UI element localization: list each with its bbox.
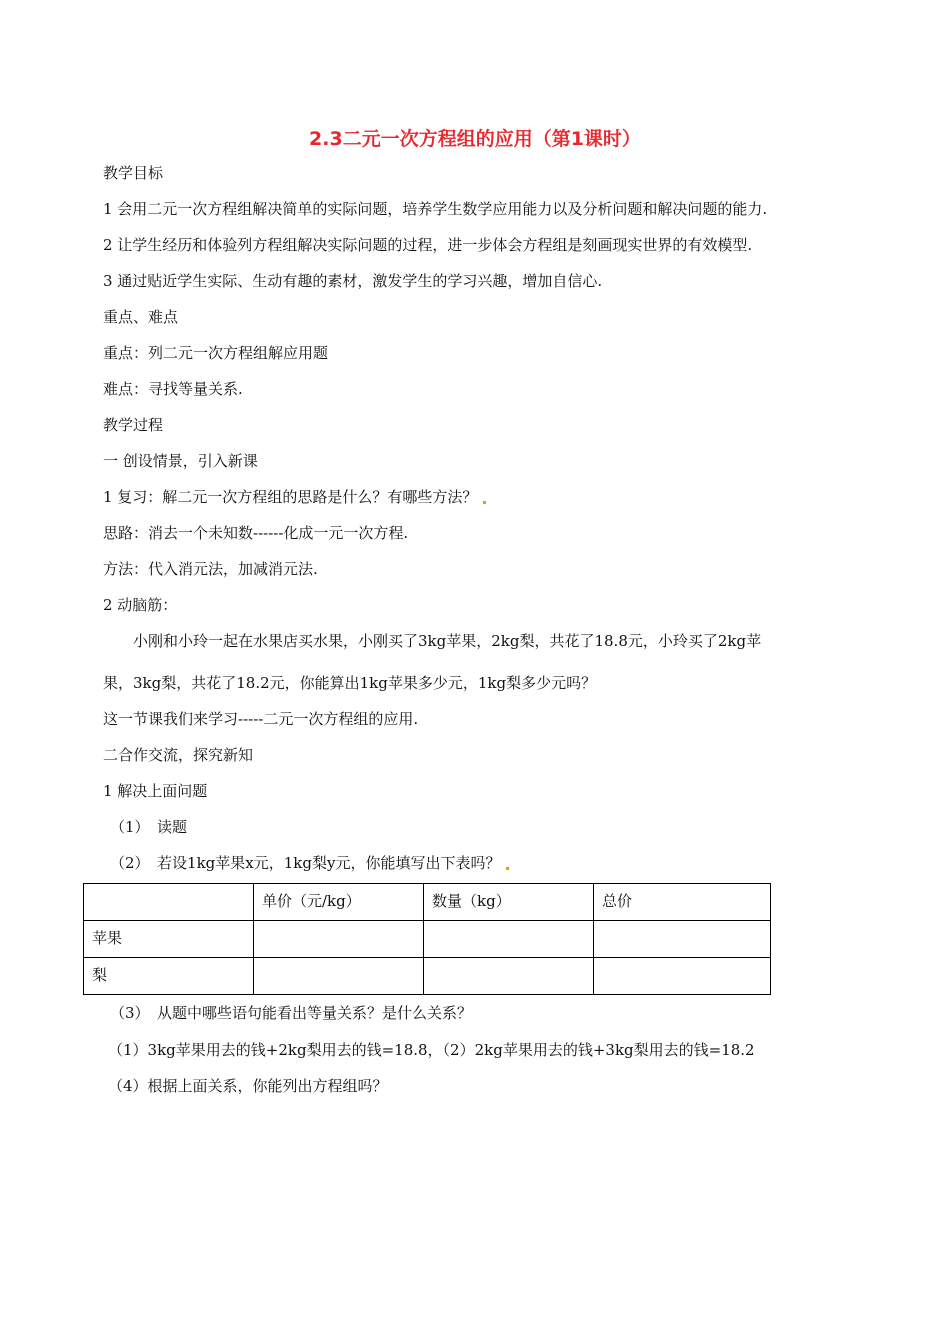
step-3: （3） 从题中哪些语句能看出等量关系？是什么关系？ <box>110 1004 473 1022</box>
mark-dot <box>483 501 486 504</box>
approach-text: 思路：消去一个未知数------化成一元一次方程. <box>103 524 409 542</box>
objective-2: 2 让学生经历和体验列方程组解决实际问题的过程，进一步体会方程组是刻画现实世界的有效模型. <box>103 236 753 254</box>
section-heading-keypoints: 重点、难点 <box>103 308 179 326</box>
problem-text-line-1: 小刚和小玲一起在水果店买水果，小刚买了3kg苹果，2kg梨，共花了18.8元，小玲买了2kg苹 <box>133 632 762 650</box>
table-cell <box>594 921 771 958</box>
table-cell: 梨 <box>84 958 254 995</box>
solve-heading: 1 解决上面问题 <box>103 782 208 800</box>
review-question: 1 复习：解二元一次方程组的思路是什么？有哪些方法？ <box>103 487 486 507</box>
step-2: （2） 若设1kg苹果x元，1kg梨y元，你能填写出下表吗？ <box>110 853 509 873</box>
mark-dot <box>506 867 509 870</box>
table-row <box>84 921 771 958</box>
table-cell: 数量（kg） <box>424 884 594 921</box>
problem-text-line-2: 果，3kg梨，共花了18.2元，你能算出1kg苹果多少元，1kg梨多少元吗？ <box>103 674 597 692</box>
table-header-row <box>84 884 771 921</box>
method-text: 方法：代入消元法，加减消元法. <box>103 560 318 578</box>
objective-1: 1 会用二元一次方程组解决简单的实际问题，培养学生数学应用能力以及分析问题和解决问题的能力. <box>103 200 768 218</box>
table-cell <box>254 921 424 958</box>
brain-teaser-heading: 2 动脑筋： <box>103 596 178 614</box>
table-cell: 苹果 <box>84 921 254 958</box>
lesson-intro: 这一节课我们来学习-----二元一次方程组的应用. <box>103 710 419 728</box>
subsection-heading-2: 二合作交流，探究新知 <box>103 746 254 764</box>
table-cell <box>424 921 594 958</box>
page-title: 2.3二元一次方程组的应用（第1课时） <box>309 128 641 150</box>
difficulty-text: 难点：寻找等量关系. <box>103 380 243 398</box>
table-cell <box>594 958 771 995</box>
table-cell: 总价 <box>594 884 771 921</box>
step-4: （4）根据上面关系，你能列出方程组吗？ <box>108 1077 388 1095</box>
data-table <box>83 883 771 995</box>
section-heading-objectives: 教学目标 <box>103 164 164 182</box>
objective-3: 3 通过贴近学生实际、生动有趣的素材，激发学生的学习兴趣，增加自信心. <box>103 272 603 290</box>
step-1: （1） 读题 <box>110 818 188 836</box>
table-cell: 单价（元/kg） <box>254 884 424 921</box>
table-cell <box>424 958 594 995</box>
equal-relations: （1）3kg苹果用去的钱+2kg梨用去的钱=18.8，（2）2kg苹果用去的钱+3kg梨用去的钱=18.2 <box>108 1041 755 1059</box>
subsection-heading-1: 一 创设情景，引入新课 <box>103 452 258 470</box>
keypoint-text: 重点：列二元一次方程组解应用题 <box>103 344 329 362</box>
table-row <box>84 958 771 995</box>
section-heading-process: 教学过程 <box>103 416 164 434</box>
table-cell <box>84 884 254 921</box>
table-cell <box>254 958 424 995</box>
